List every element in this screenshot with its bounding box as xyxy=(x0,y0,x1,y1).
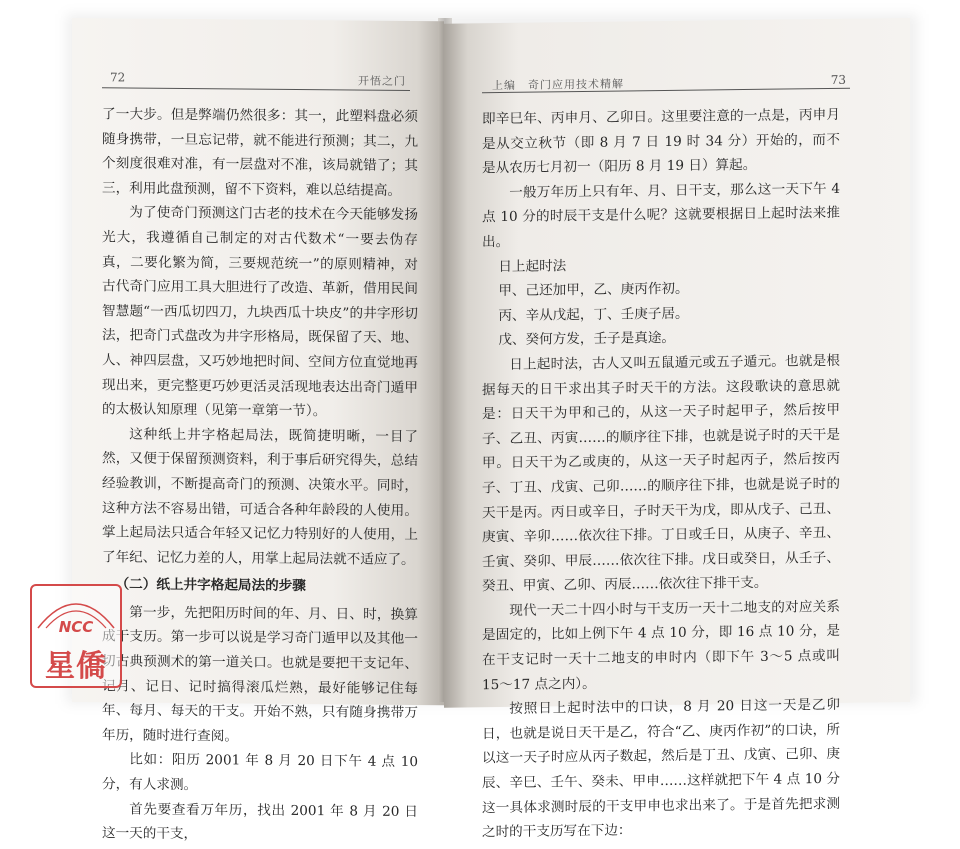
right-running-head xyxy=(482,67,850,93)
right-paragraph: 一般万年历上只有年、月、日干支，那么这一天下午 4 点 10 分的时辰干支是什么呢？这就要根据日上起时法来推出。 xyxy=(482,180,840,251)
right-page-number: 73 xyxy=(830,72,846,87)
left-paragraph: 比如：阳历 2001 年 8 月 20 日下午 4 点 10 分，有人求测。 xyxy=(102,751,418,794)
ncc-logo-text: 星僑 xyxy=(45,649,107,684)
left-page-number: 72 xyxy=(110,70,126,85)
formula-line: 戊、癸何方发，壬子是真途。 xyxy=(498,330,676,349)
ncc-logo-letters: NCC xyxy=(58,618,94,636)
right-paragraph: 按照日上起时法中的口诀，8 月 20 日这一天是乙卯日，也就是说日天干是乙，符合“乙、庚丙作初”的口诀，所以这一天子时应从丙子数起，然后是丁丑、戊寅、己卯、庚辰、辛巳、壬午、癸未、甲申……这样就把下午 4 点 10 分这一具体求测时辰的干支甲申也求出来了。于是首先把求测之时的干支历写在下边： xyxy=(482,697,840,841)
left-page xyxy=(72,18,444,843)
left-paragraph: 了一大步。但是弊端仍然很多：其一，此塑料盘必须随身携带，一旦忘记带，就不能进行预测；其二，九个刻度很难对准，有一层盘对不准，该局就错了；其三，利用此盘预测，留不下资料，难以总结提高。 xyxy=(102,106,418,199)
formula-line: 甲、己还加甲，乙、庚丙作初。 xyxy=(498,280,689,300)
left-subheading: （二）纸上井字格起局法的步骤 xyxy=(115,576,306,595)
right-running-title: 上编 奇门应用技术精解 xyxy=(492,77,624,93)
left-running-head xyxy=(102,66,410,91)
left-paragraph: 首先要查看万年历，找出 2001 年 8 月 20 日这一天的干支， xyxy=(102,801,418,843)
formula-line: 丙、辛从戊起，丁、壬庚子居。 xyxy=(498,305,689,324)
right-page xyxy=(444,18,910,841)
right-paragraph: 即辛巳年、丙申月、乙卯日。这里要注意的一点是，丙申月是从交立秋节（即 8 月 7 日 19 时 34 分）开始的，而不是从农历七月初一（阳历 8 月 19 日）算起。 xyxy=(482,106,840,177)
left-paragraph: 为了使奇门预测这门古老的技术在今天能够发扬光大，我遵循自己制定的对古代数术“一要去伪存真，二要化繁为简，三要规范统一”的原则精神，对古代奇门应用工具大胆进行了改造、革新，借用民间智慧题“一西瓜切四刀，九块西瓜十块皮”的井字形切法，把奇门式盘改为井字形格局，既保留了天、地、人、神四层盘，又巧妙地把时间、空间方位直觉地再现出来，更完整更巧妙更活灵活现地表达出奇门遁甲的太极认知原理（见第一章第一节）。 xyxy=(102,204,418,420)
left-running-title: 开悟之门 xyxy=(358,74,406,88)
left-paragraph: 第一步，先把阳历时间的年、月、日、时，换算成干支历。第一步可以说是学习奇门遁甲以及其他一切古典预测术的第一道关口。也就是要把干支记年、记月、记日、记时搞得滚瓜烂熟，最好能够记住每年、每月、每天的干支。开始不熟，只有随身携带万年历，随时进行查阅。 xyxy=(102,604,418,745)
right-body-text xyxy=(482,103,840,845)
left-body-text xyxy=(102,102,418,849)
ncc-logo xyxy=(30,584,122,688)
right-paragraph: 日上起时法，古人又叫五鼠遁元或五子遁元。也就是根据每天的日干求出其子时天干的方法。这段歌诀的意思就是：日天干为甲和己的，从这一天子时起甲子，然后按甲子、乙丑、丙寅……的顺序往下排，也就是说子时的天干是甲。日天干为乙或庚的，从这一天子时起丙子，然后按丙子、丁丑、戊寅、己卯……的顺序往下排，也就是说子时的天干是丙。丙日或辛日，子时天干为戊，即从戊子、己丑、庚寅、辛卯……依次往下排。丁日或壬日，从庚子、辛丑、壬寅、癸卯、甲辰……依次往下排。戊日或癸日，从壬子、癸丑、甲寅、乙卯、丙辰……依次往下排干支。 xyxy=(482,352,840,595)
formula-title: 日上起时法 xyxy=(498,257,567,275)
right-paragraph: 现代一天二十四小时与干支历一天十二地支的对应关系是固定的，比如上例下午 4 点 10 分，即 16 点 10 分，是在干支记时一天十二地支的申时内（即下午 3～5 点或叫 15～17 点之内）。 xyxy=(482,598,840,693)
ncc-logo-icon xyxy=(32,588,120,636)
left-paragraph: 这种纸上井字格起局法，既简捷明晰，一目了然，又便于保留预测资料，利于事后研究得失，总结经验教训，不断提高奇门的预测、决策水平。同时，这种方法不容易出错，可适合各种年龄段的人使用。掌上起局法只适合年轻又记忆力特别好的人使用，上了年纪、记忆力差的人，用掌上起局法就不适应了。 xyxy=(102,426,418,568)
